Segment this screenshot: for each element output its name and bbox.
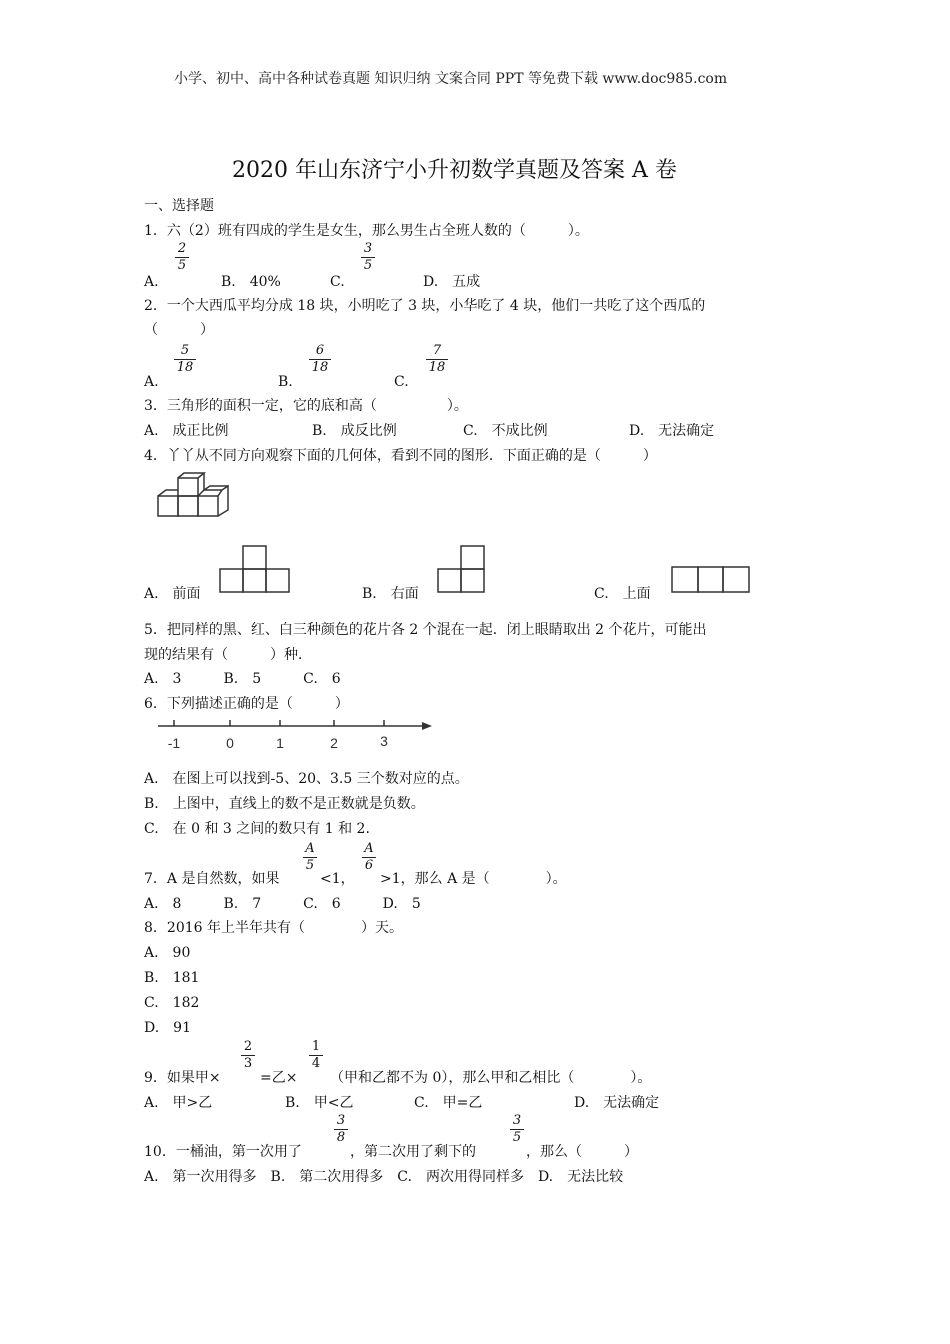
question-5-cont: 现的结果有（ ）种． [144,647,312,663]
q5-options: A. 3 B. 5 C. 6 [144,671,341,687]
q1-option-a-fraction [175,242,189,273]
question-5: 5．把同样的黑、红、白三种颜色的花片各 2 个混在一起．闭上眼睛取出 2 个花片，可能出 [144,622,707,638]
fraction-numerator: 3 [512,1113,522,1128]
fraction-denominator: 5 [512,1130,522,1145]
page-header: 小学、初中、高中各种试卷真题 知识归纳 文案合同 PPT 等免费下载 www.doc985.com [174,71,728,87]
q3-option-b: B. 成反比例 [312,423,397,439]
question-7-part2: <1， [320,871,355,887]
tick-label: 2 [330,735,338,751]
q2-option-b-fraction [309,344,331,375]
fraction-denominator: 18 [176,360,194,375]
fraction-denominator: 3 [243,1056,253,1071]
q1-option-a: A. [144,274,159,290]
q4-option-a: A. 前面 [144,586,201,602]
number-line [156,716,436,756]
q2-option-a: A. [144,374,159,390]
q9-option-c: C. 甲=乙 [414,1095,483,1111]
fraction-numerator: 2 [243,1039,253,1054]
tick-label: 1 [276,735,284,751]
page-title: 2020 年山东济宁小升初数学真题及答案 A 卷 [232,158,677,183]
q1-option-c-fraction [361,242,375,273]
fraction-numerator: 3 [363,241,373,256]
question-2-cont: （ ） [144,322,214,338]
q3-option-d: D. 无法确定 [629,423,715,439]
q8-option-a: A. 90 [144,945,191,961]
q6-option-a: A. 在图上可以找到-5、20、3.5 三个数对应的点。 [144,771,469,787]
fraction-denominator: 5 [363,258,373,273]
question-8: 8．2016 年上半年共有（ ）天。 [144,920,403,936]
q9-option-a: A. 甲>乙 [144,1095,213,1111]
fraction-numerator: A [305,841,315,856]
q9-option-d: D. 无法确定 [574,1095,660,1111]
q6-option-b: B. 上图中，直线上的数不是正数就是负数。 [144,796,425,812]
question-9-part2: =乙× [260,1070,298,1086]
fraction-numerator: 6 [315,343,325,358]
q7-options: A. 8 B. 7 C. 6 D. 5 [144,896,421,912]
fraction-numerator: A [364,841,374,856]
question-10-part1: 10．一桶油，第一次用了 [144,1144,302,1160]
q10-fraction-1 [334,1114,348,1145]
q4-option-b-figure [437,545,487,593]
q8-option-c: C. 182 [144,995,200,1011]
fraction-denominator: 18 [311,360,329,375]
q2-option-b: B. [278,374,293,390]
q4-option-b: B. 右面 [362,586,419,602]
fraction-numerator: 2 [177,241,187,256]
solid-figure-illustration [156,472,230,518]
fraction-numerator: 3 [336,1113,346,1128]
q9-fraction-2 [309,1040,323,1071]
q1-option-d: D. 五成 [423,274,481,290]
fraction-denominator: 6 [364,858,374,873]
q8-option-b: B. 181 [144,970,200,986]
q2-option-c-fraction [426,344,448,375]
question-7-part3: >1，那么 A 是（ ）。 [380,871,567,887]
q9-option-b: B. 甲<乙 [285,1095,354,1111]
tick-label: 3 [380,733,388,749]
fraction-numerator: 7 [432,343,442,358]
question-7-part1: 7．A 是自然数，如果 [144,871,280,887]
q10-options: A. 第一次用得多 B. 第二次用得多 C. 两次用得同样多 D. 无法比较 [144,1169,624,1185]
q1-option-b: B. 40% [221,274,281,290]
q3-option-a: A. 成正比例 [144,423,229,439]
fraction-denominator: 5 [305,858,315,873]
q1-option-c: C. [330,274,345,290]
q10-fraction-2 [510,1114,524,1145]
fraction-numerator: 1 [311,1039,321,1054]
fraction-denominator: 4 [311,1056,321,1071]
q2-option-a-fraction [174,344,196,375]
q7-fraction-1 [303,842,317,873]
fraction-denominator: 8 [336,1130,346,1145]
fraction-denominator: 18 [428,360,446,375]
tick-label: 0 [226,735,234,751]
question-10-part3: ，那么（ ） [526,1144,638,1160]
question-2: 2．一个大西瓜平均分成 18 块，小明吃了 3 块，小华吃了 4 块，他们一共吃了这个西瓜的 [144,298,706,314]
question-10-part2: ，第二次用了剩下的 [350,1144,476,1160]
q4-option-c: C. 上面 [594,586,651,602]
question-4: 4．丫丫从不同方向观察下面的几何体，看到不同的图形．下面正确的是（ ） [144,448,657,464]
question-3: 3．三角形的面积一定，它的底和高（ ）。 [144,398,468,414]
question-9-part3: （甲和乙都不为 0），那么甲和乙相比（ ）。 [330,1070,652,1086]
question-9-part1: 9．如果甲× [144,1070,221,1086]
q4-option-c-figure [671,566,751,594]
q4-option-a-figure [219,545,291,593]
q6-option-c: C. 在 0 和 3 之间的数只有 1 和 2. [144,821,370,837]
q9-fraction-1 [241,1040,255,1071]
tick-label: -1 [167,735,181,751]
fraction-denominator: 5 [177,258,187,273]
q7-fraction-2 [362,842,376,873]
fraction-numerator: 5 [180,343,190,358]
q3-option-c: C. 不成比例 [463,423,548,439]
question-1: 1．六（2）班有四成的学生是女生，那么男生占全班人数的（ ）。 [144,223,589,239]
q2-option-c: C. [394,374,409,390]
q8-option-d: D. 91 [144,1020,191,1036]
question-6: 6．下列描述正确的是（ ） [144,696,349,712]
section-heading: 一、选择题 [144,198,214,214]
